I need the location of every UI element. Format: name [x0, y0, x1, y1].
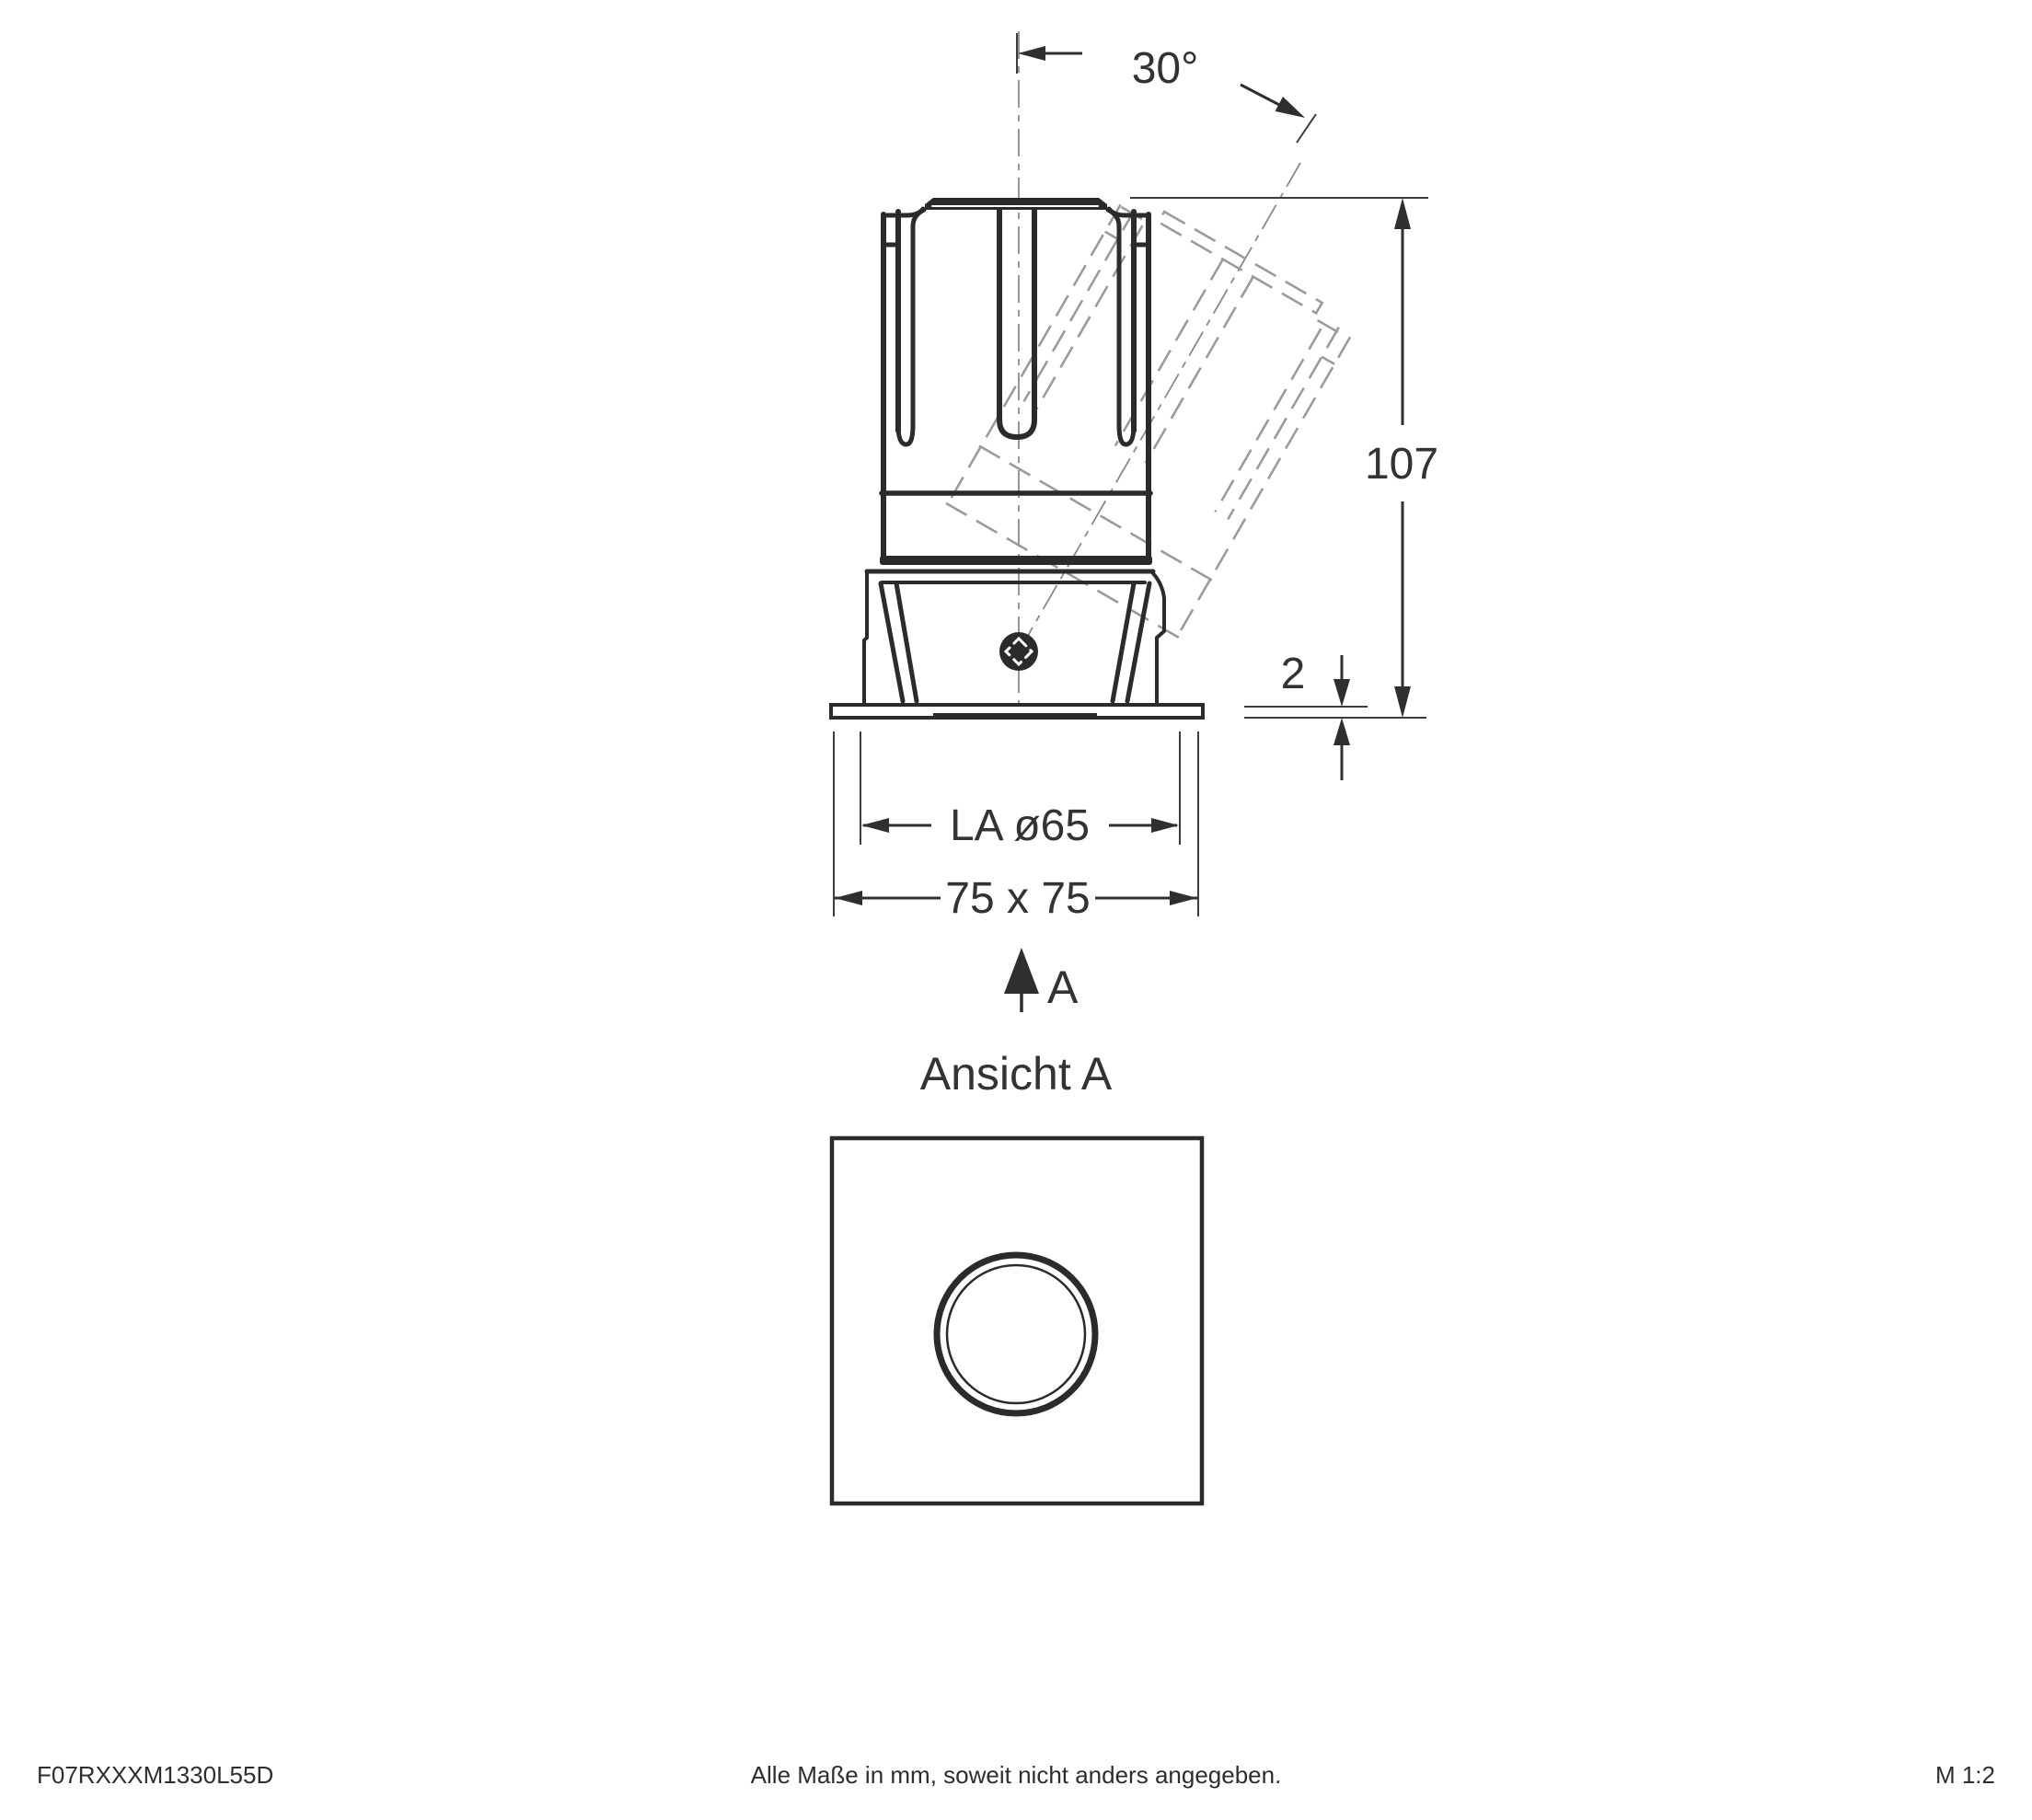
ghost-bridge-left: [1105, 232, 1118, 239]
trim-left-edge: [864, 571, 867, 703]
label-view-title: Ansicht A: [919, 1048, 1113, 1100]
ghost-right-edge: [1179, 337, 1351, 634]
tilted-centerline: [1019, 156, 1304, 651]
label-view-arrow: A: [1047, 962, 1079, 1013]
angle-arrow-diagonal-head: [1276, 97, 1310, 125]
dimension-graphics: [834, 33, 1428, 1012]
ghost-center-slot-right: [1146, 277, 1253, 464]
angle-arrow-diagonal-tail: [1241, 85, 1283, 107]
label-cutout-diameter: LA ø65: [949, 801, 1091, 850]
centerlines: [1019, 31, 1304, 710]
footer-note: Alle Maße in mm, soweit nicht anders angegeben.: [750, 1761, 1282, 1789]
fixture-left-slot: [898, 210, 924, 444]
label-flange-thickness: 2: [1280, 650, 1306, 698]
front-view-opening-outer: [937, 1255, 1095, 1413]
extension-lines: [834, 33, 1428, 916]
footer: [37, 1761, 1995, 1789]
angle-arrow-horizontal-head: [1018, 46, 1045, 61]
dim-la65-arrow-right: [1151, 818, 1179, 833]
ghost-right-wall: [1215, 328, 1321, 512]
footer-scale: M 1:2: [1934, 1761, 1995, 1789]
front-view-square-trim: [832, 1138, 1202, 1503]
view-direction-arrow: [1004, 948, 1039, 994]
trim-right-edge: [1152, 572, 1164, 703]
fixture-bottom-bar: [880, 556, 1152, 565]
ghost-left-wall: [1036, 225, 1142, 409]
dim-75-arrow-right: [1170, 891, 1197, 905]
flange-bottom-bar: [933, 713, 1097, 720]
front-view-opening-inner: [947, 1265, 1085, 1403]
dim-75-arrow-left: [835, 891, 862, 905]
front-view-ansicht-a: [832, 1138, 1202, 1503]
dim-107-arrow-up: [1394, 198, 1411, 229]
label-tilt-angle: 30°: [1131, 44, 1199, 93]
footer-article-number: F07RXXXM1330L55D: [37, 1761, 274, 1789]
label-trim-size: 75 x 75: [945, 874, 1091, 923]
ghost-cap: [1159, 212, 1322, 313]
ghost-bridge-right: [1322, 357, 1334, 364]
fixture-side-view: [831, 198, 1203, 720]
dim-2-arrow-up: [1334, 718, 1350, 745]
dim-107-arrow-down: [1394, 686, 1411, 718]
angle-end-tick: [1297, 114, 1316, 143]
dim-2-arrow-down: [1334, 679, 1350, 707]
fixture-cap: [925, 198, 1107, 210]
dim-la65-arrow-left: [861, 818, 889, 833]
ghost-shoulder-right: [1317, 320, 1347, 338]
label-total-height: 107: [1364, 440, 1439, 489]
